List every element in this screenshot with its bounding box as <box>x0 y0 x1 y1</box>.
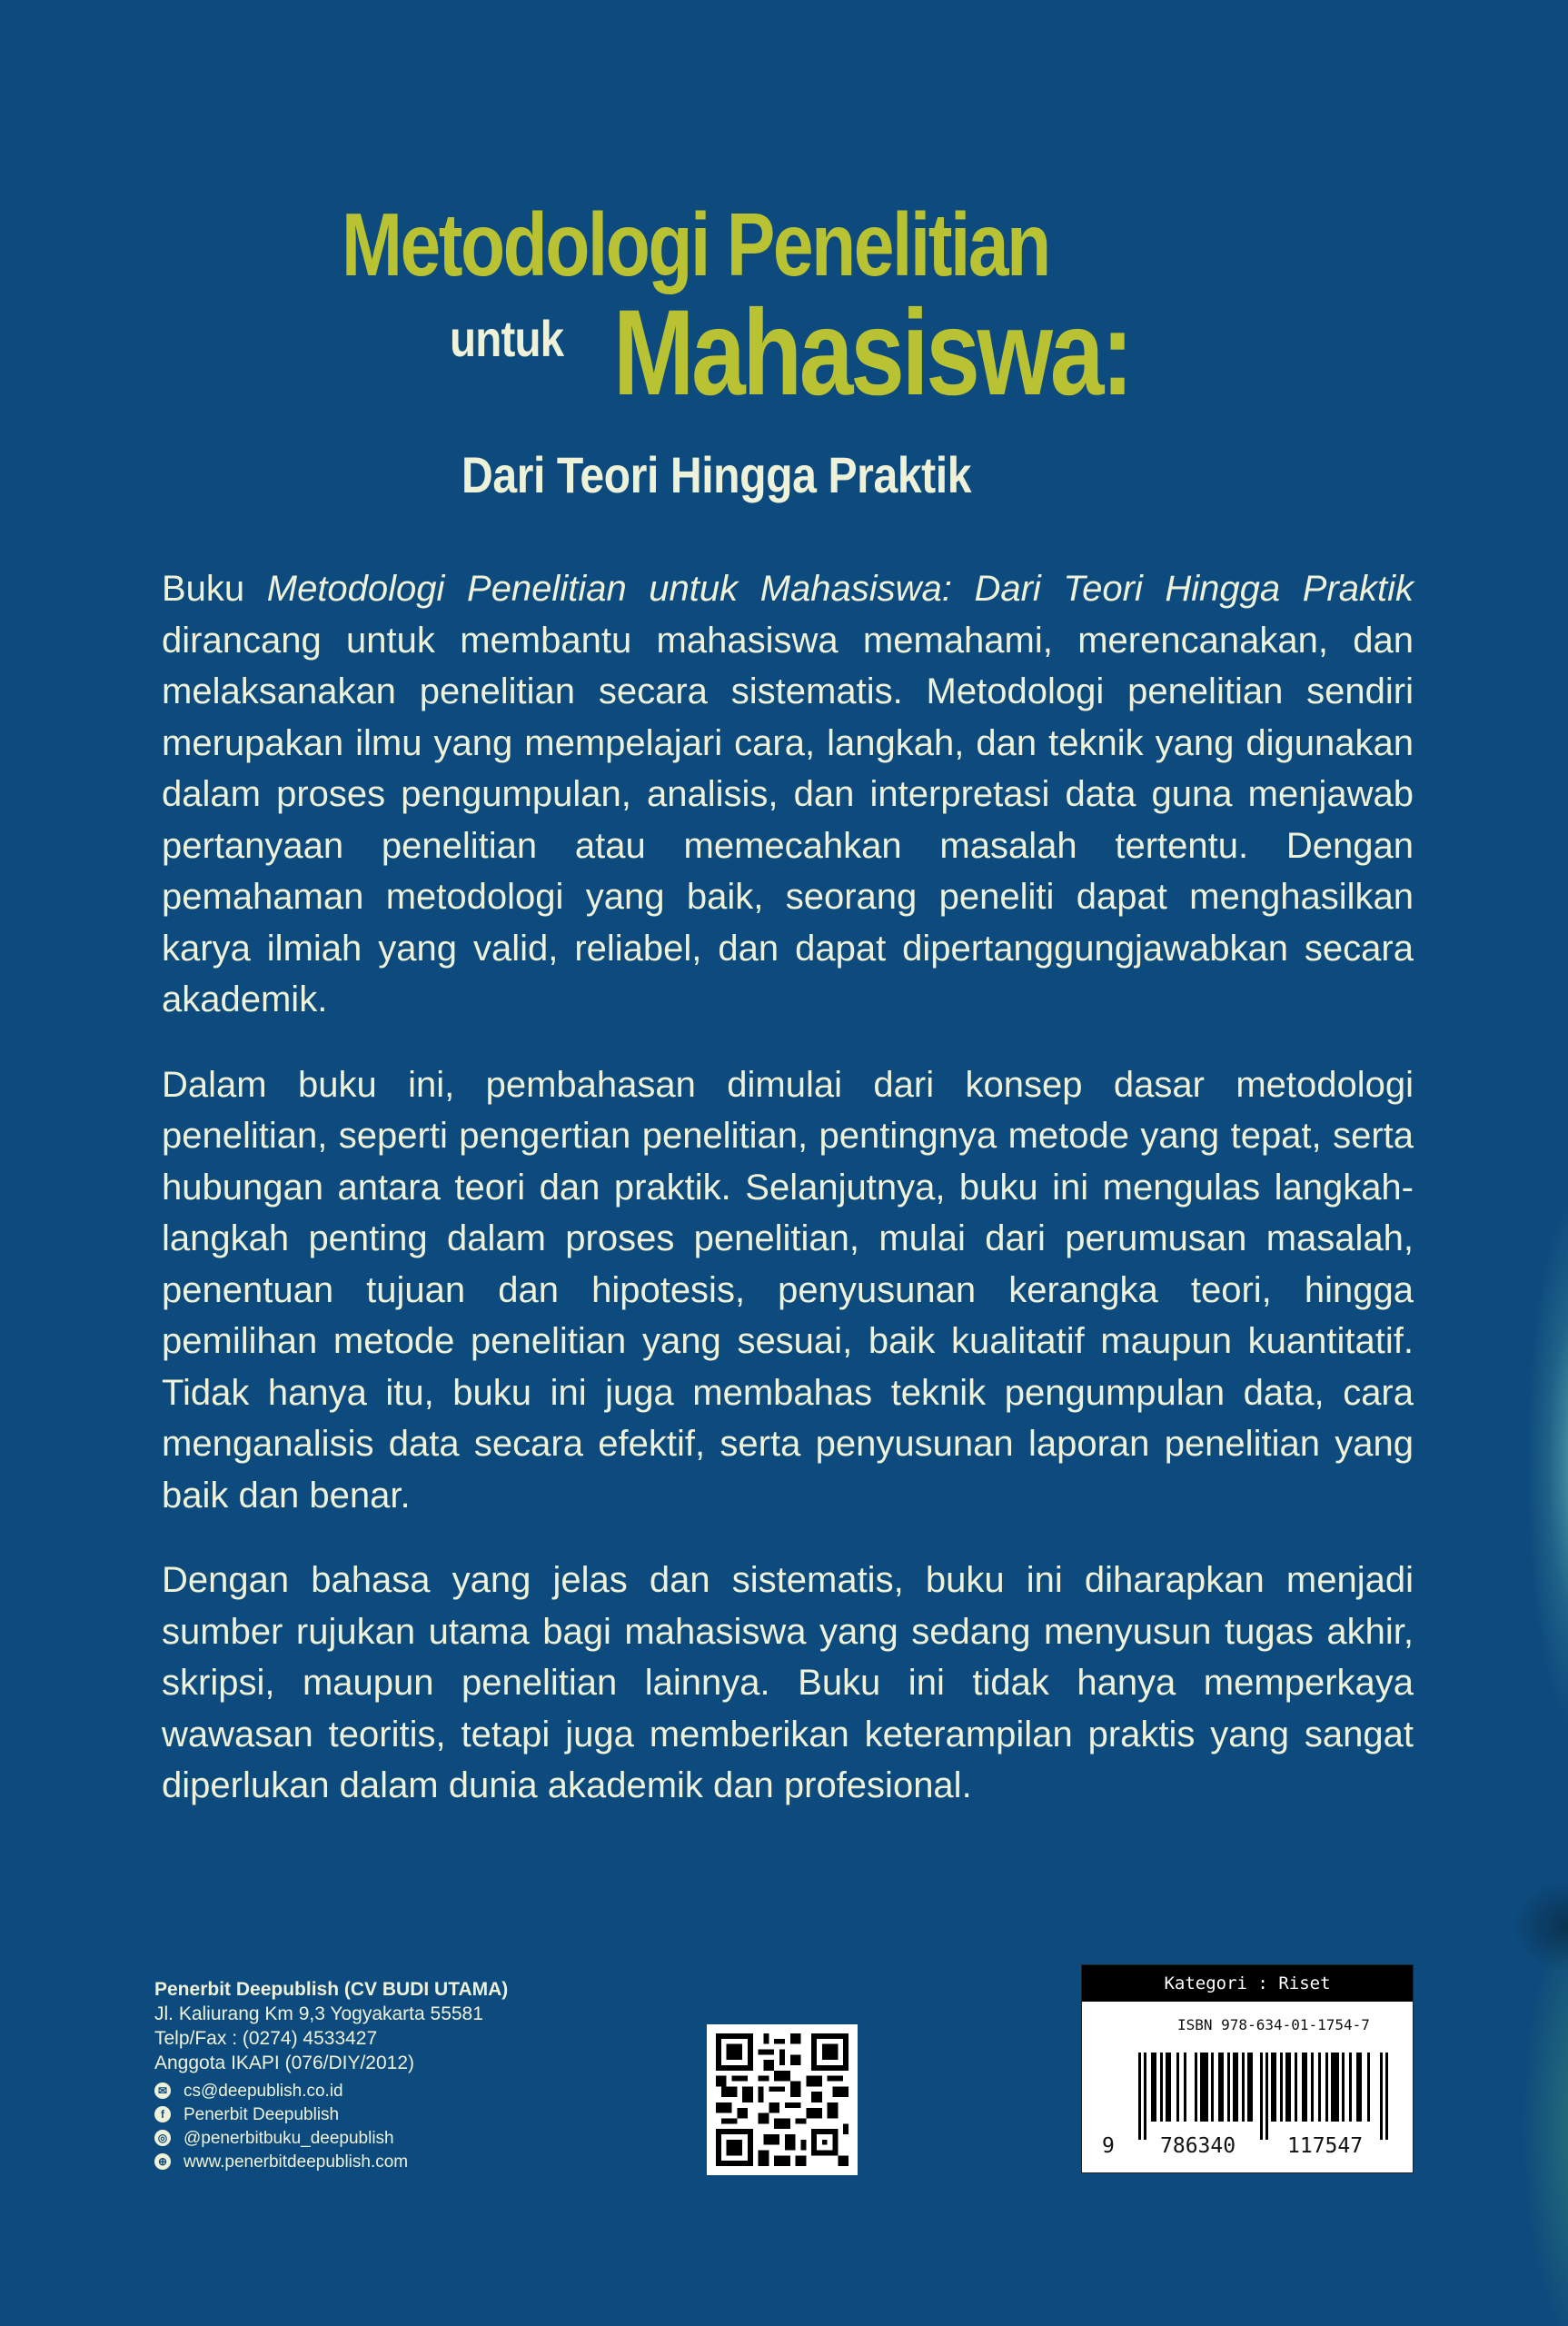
title-line-1: Metodologi Penelitian <box>342 194 1049 294</box>
isbn-barcode <box>1081 1964 1414 2173</box>
category-label: Kategori : Riset <box>1082 1965 1413 2002</box>
synopsis-paragraph-1: Buku Metodologi Penelitian untuk Mahasiswa: Dari Teori Hingga Praktik dirancang untuk membantu mahasiswa memahami, merencanakan, dan melaksanakan penelitian secara sistematis. Metodologi penelitian sendiri merupakan ilmu yang mempelajari cara, langkah, dan teknik yang digunakan dalam proses pengumpulan, analisis, dan interpretasi data guna menjawab pertanyaan penelitian atau memecahkan masalah tertentu. Dengan pemahaman metodologi yang baik, seorang peneliti dapat menghasilkan karya ilmiah yang valid, reliabel, dan dapat dipertanggungjawabkan secara akademik. <box>162 569 1414 1019</box>
barcode-digits-left: 786340 <box>1160 2134 1236 2158</box>
isbn-number: ISBN 978-634-01-1754-7 <box>1177 2016 1370 2033</box>
contact-facebook[interactable]: f Penerbit Deepublish <box>154 2102 508 2126</box>
synopsis-paragraph-2: Dalam buku ini, pembahasan dimulai dari konsep dasar metodologi penelitian, seperti pengertian penelitian, pentingnya metode yang tepat, serta hubungan antara teori dan praktik. Selanjutnya, buku ini mengulas langkah-langkah penting dalam proses penelitian, mulai dari perumusan masalah, penentuan tujuan dan hipotesis, penyusunan kerangka teori, hingga pemilihan metode penelitian yang sesuai, baik kualitatif maupun kuantitatif. Tidak hanya itu, buku ini juga membahas teknik pengumpulan data, cara menganalisis data secara efektif, serta penyusunan laporan penelitian yang baik dan benar. <box>162 1064 1414 1516</box>
publisher-phone: Telp/Fax : (0274) 4533427 <box>154 2028 378 2049</box>
title-connector: untuk <box>450 310 564 367</box>
email-icon: ✉ <box>154 2082 171 2099</box>
background-glow <box>1441 999 1568 2326</box>
contact-email[interactable]: ✉ cs@deepublish.co.id <box>154 2079 508 2102</box>
publisher-address: Jl. Kaliurang Km 9,3 Yogyakarta 55581 <box>154 2003 483 2024</box>
book-title-italic: Metodologi Penelitian untuk Mahasiswa: Dari Teori Hingga Praktik <box>266 569 1414 609</box>
synopsis-paragraph-3: Dengan bahasa yang jelas dan sistematis, buku ini diharapkan menjadi sumber rujukan utama bagi mahasiswa yang sedang menyusun tugas akhir, skripsi, maupun penelitian lainnya. Buku ini tidak hanya memperkaya wawasan teoritis, tetapi juga memberikan keterampilan praktis yang sangat diperlukan dalam dunia akademik dan profesional. <box>162 1560 1414 1805</box>
globe-icon: ⊕ <box>154 2153 171 2170</box>
book-subtitle: Dari Teori Hingga Praktik <box>461 446 972 503</box>
publisher-info <box>154 1977 508 2173</box>
background-shadow <box>1486 1872 1568 1981</box>
publisher-name: Penerbit Deepublish (CV BUDI UTAMA) <box>154 1979 509 2000</box>
contact-website[interactable]: ⊕ www.penerbitdeepublish.com <box>154 2150 508 2173</box>
qr-code-icon <box>716 2033 849 2166</box>
barcode-digit-first: 9 <box>1102 2134 1115 2158</box>
contact-instagram[interactable]: ◎ @penerbitbuku_deepublish <box>154 2126 508 2150</box>
synopsis <box>162 563 1414 1845</box>
barcode-icon <box>1138 2053 1393 2140</box>
facebook-icon: f <box>154 2106 171 2122</box>
title-line-2: Mahasiswa: <box>613 285 1131 421</box>
publisher-membership: Anggota IKAPI (076/DIY/2012) <box>154 2053 415 2073</box>
qr-code[interactable] <box>707 2024 858 2175</box>
barcode-digits-right: 117547 <box>1287 2134 1364 2158</box>
instagram-icon: ◎ <box>154 2130 171 2146</box>
